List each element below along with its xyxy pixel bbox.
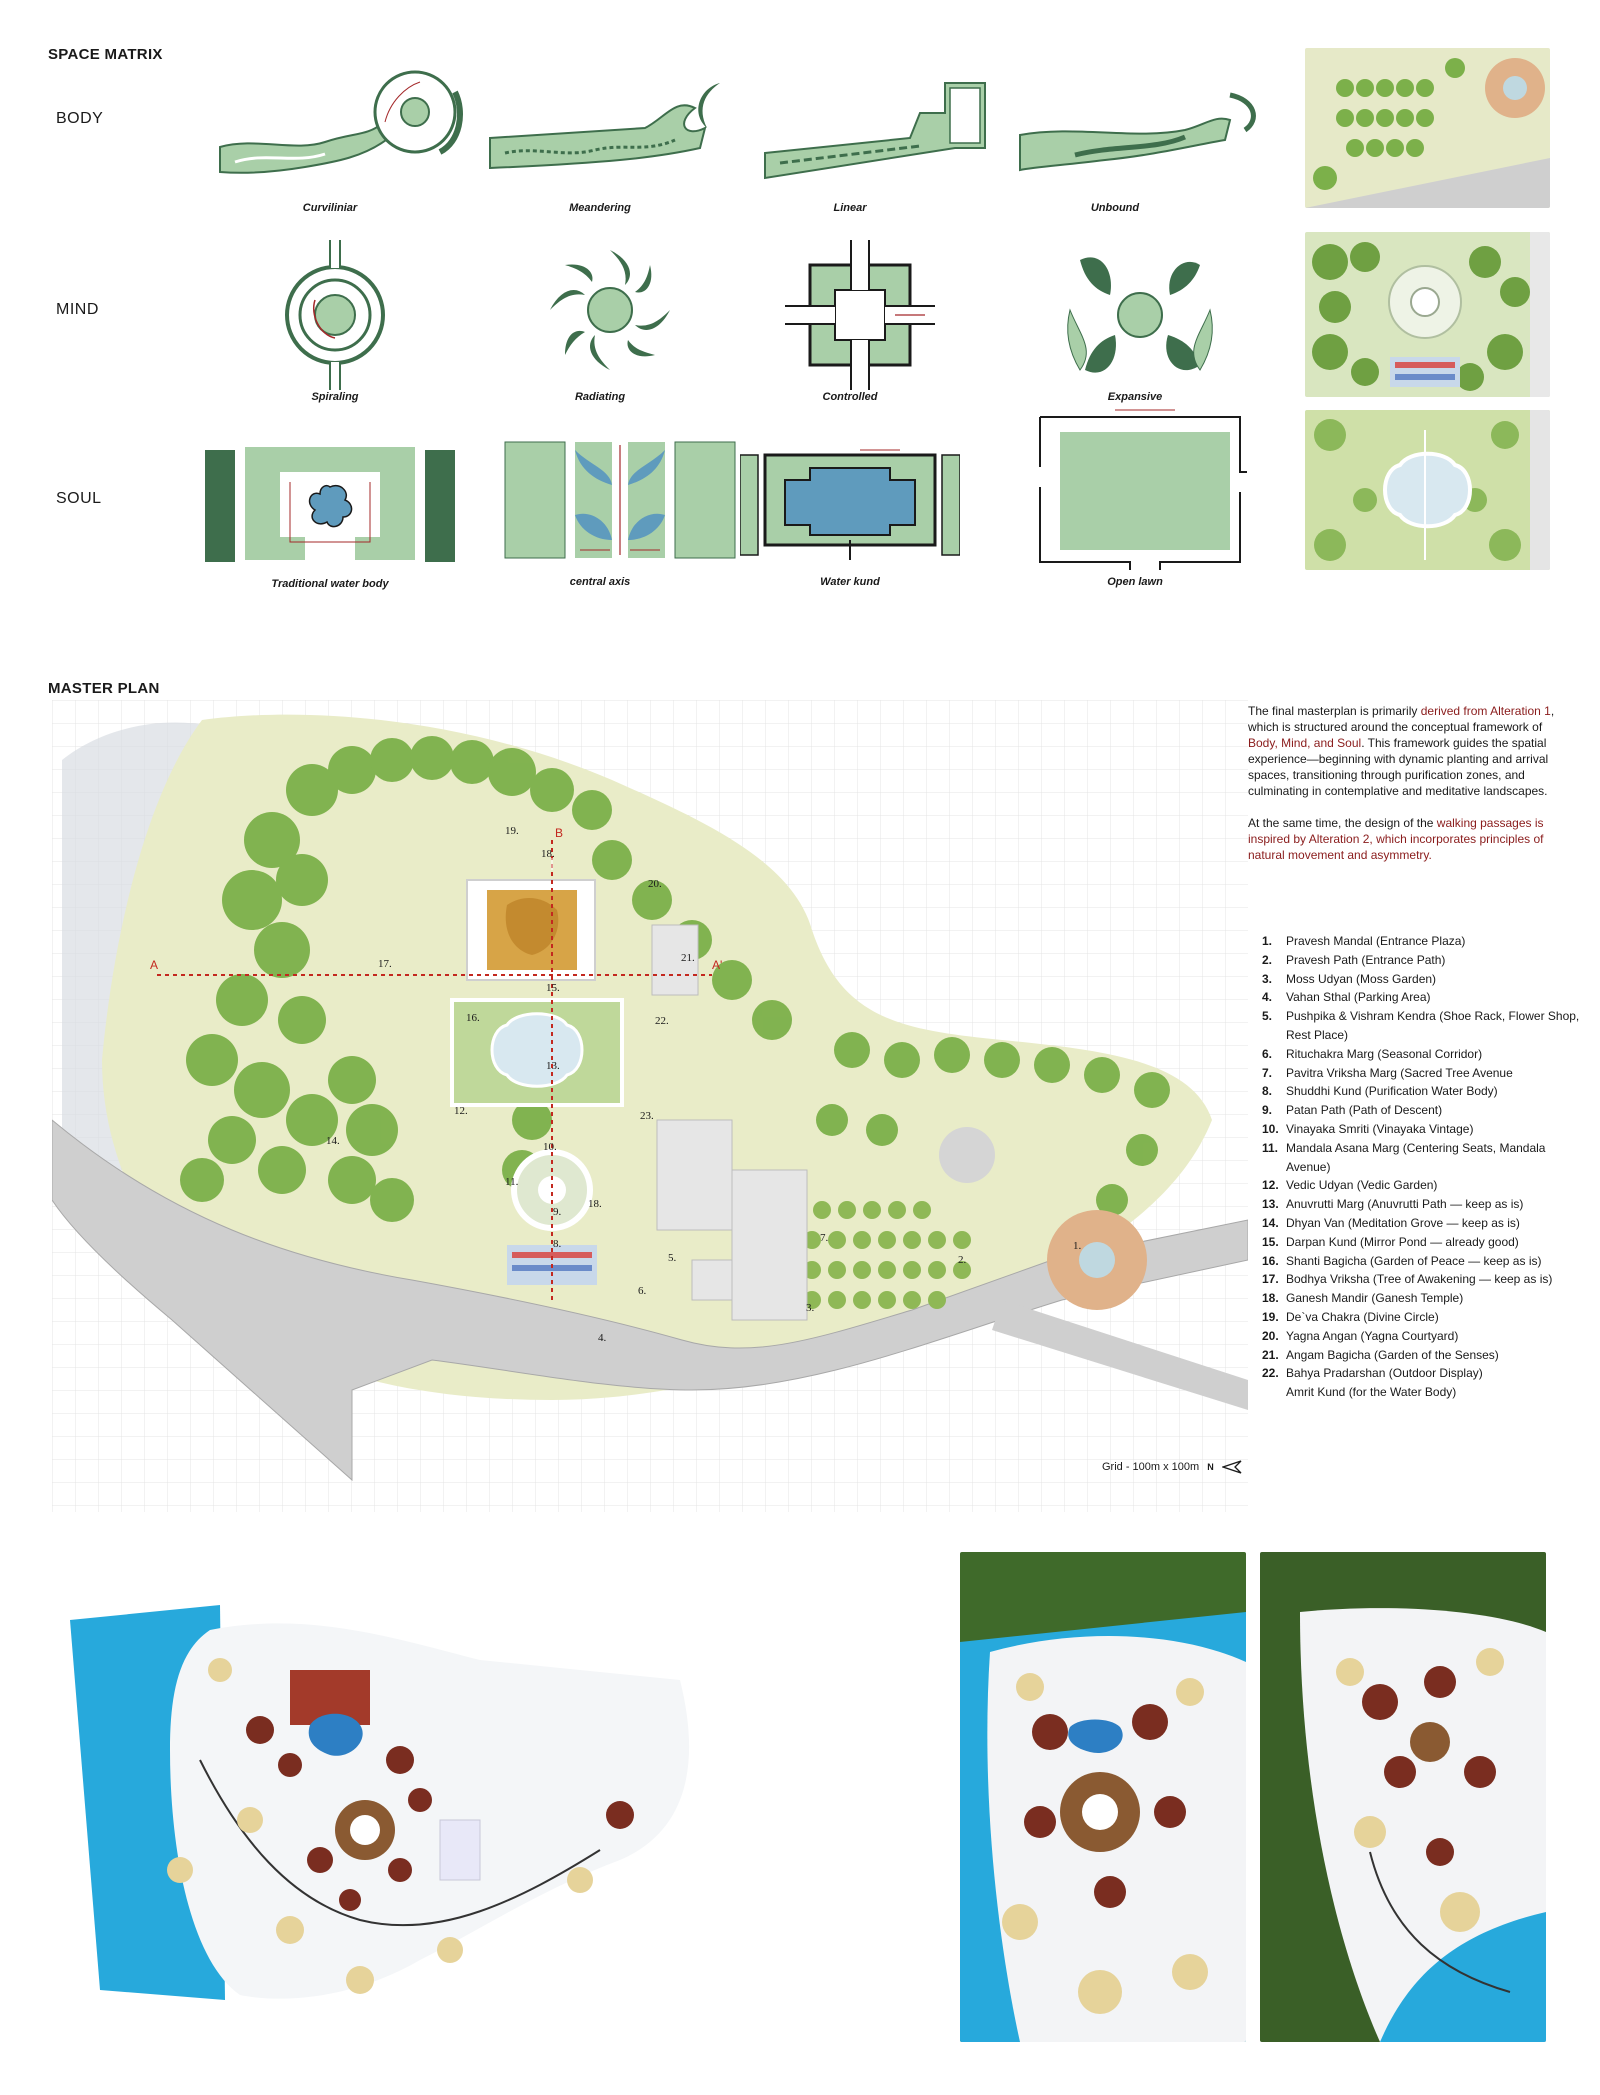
legend-item-label: Moss Udyan (Moss Garden) xyxy=(1286,971,1437,986)
legend-item xyxy=(1262,1120,1582,1139)
space-matrix-title: SPACE MATRIX xyxy=(48,46,163,63)
legend-item xyxy=(1262,970,1582,989)
legend-item-number: 20. xyxy=(1262,1328,1279,1343)
diagram-controlled xyxy=(785,240,935,390)
legend-item xyxy=(1262,1064,1582,1083)
legend-item xyxy=(1262,1270,1582,1289)
legend-item xyxy=(1262,1327,1582,1346)
plan-label-22: 22. xyxy=(655,1015,669,1027)
legend-item-label: Yagna Angan (Yagna Courtyard) xyxy=(1286,1328,1459,1343)
plan-label-17: 17. xyxy=(378,958,392,970)
intro-paragraph-1 xyxy=(1248,703,1566,799)
legend-item-label: Rituchakra Marg (Seasonal Corridor) xyxy=(1286,1046,1483,1061)
legend-item-label: Pushpika & Vishram Kendra (Shoe Rack, Flower Shop, Rest Place) xyxy=(1286,1009,1580,1042)
intro-p1-e: . This framework guides the spatial experience—beginning with dynamic planting and arrival spaces, transitioning through purification zones, and culminating in contemplative and meditative landscapes. xyxy=(1248,736,1549,798)
legend-item-label: De`va Chakra (Divine Circle) xyxy=(1286,1309,1439,1324)
caption-traditional-water-body-text: Traditional water body xyxy=(271,578,389,590)
plan-label-4: 4. xyxy=(598,1332,607,1344)
legend-item-number: 11. xyxy=(1262,1140,1279,1155)
plan-label-18b: 18. xyxy=(588,1198,602,1210)
legend-item-label: Angam Bagicha (Garden of the Senses) xyxy=(1286,1347,1499,1362)
legend-item-number: 7. xyxy=(1262,1065,1273,1080)
plan-label-15: 15. xyxy=(546,982,560,994)
legend-item-label: Bodhya Vriksha (Tree of Awakening — keep as is) xyxy=(1286,1272,1553,1287)
plan-label-13: 13. xyxy=(546,1060,560,1072)
master-plan-title: MASTER PLAN xyxy=(48,680,160,697)
caption-water-kund: Water kund xyxy=(820,576,880,588)
legend-item-number xyxy=(1262,1383,1286,1402)
caption-meandering: Meandering xyxy=(569,202,631,214)
plan-label-14: 14. xyxy=(326,1135,340,1147)
plan-label-20: 20. xyxy=(648,878,662,890)
intro-p1-c: , which is structured around the conceptual framework of xyxy=(1248,704,1555,734)
north-label: N xyxy=(1207,1462,1214,1472)
intro-p1-b: derived from Alteration 1 xyxy=(1420,704,1551,718)
legend-item xyxy=(1262,988,1582,1007)
legend-item-number: 18. xyxy=(1262,1291,1279,1306)
row-label-mind: MIND xyxy=(56,301,99,318)
north-arrow-icon xyxy=(1222,1460,1242,1474)
legend-item xyxy=(1262,1308,1582,1327)
legend-item-number: 9. xyxy=(1262,1103,1273,1118)
legend-item-label: Amrit Kund (for the Water Body) xyxy=(1286,1385,1457,1400)
plan-label-3: 3. xyxy=(806,1302,815,1314)
legend-item xyxy=(1262,1082,1582,1101)
diagram-spiraling xyxy=(275,240,395,390)
legend-item-label: Anuvrutti Marg (Anuvrutti Path — keep as is) xyxy=(1286,1197,1524,1212)
caption-controlled: Controlled xyxy=(822,391,878,403)
legend-item xyxy=(1262,951,1582,970)
legend-item xyxy=(1262,1233,1582,1252)
caption-traditional-water-body xyxy=(230,578,430,591)
diagram-curvilinear xyxy=(215,62,465,192)
intro-paragraph-2 xyxy=(1248,815,1566,863)
plan-label-10: 10. xyxy=(543,1141,557,1153)
section-marker-a: A xyxy=(150,958,159,972)
legend-item-number: 15. xyxy=(1262,1234,1279,1249)
diagram-open-lawn xyxy=(1035,402,1250,572)
model-photo-topview xyxy=(60,1600,700,2010)
master-plan-drawing xyxy=(52,700,1248,1512)
section-marker-b: B xyxy=(555,826,564,840)
intro-p2-a: At the same time, the design of the xyxy=(1248,816,1437,830)
caption-central-axis: central axis xyxy=(569,576,631,588)
model-photo-angled-2 xyxy=(1260,1552,1546,2042)
plan-label-12: 12. xyxy=(454,1105,468,1117)
plan-label-18: 18. xyxy=(541,848,555,860)
plan-label-21: 21. xyxy=(681,952,695,964)
plan-label-6: 6. xyxy=(638,1285,647,1297)
legend-item-label: Darpan Kund (Mirror Pond — already good) xyxy=(1286,1234,1519,1249)
master-plan-intro xyxy=(1248,703,1566,863)
diagram-water-kund xyxy=(740,440,960,560)
legend-item-label: Vinayaka Smriti (Vinayaka Vintage) xyxy=(1286,1121,1474,1136)
caption-expansive: Expansive xyxy=(1107,391,1163,403)
render-body-thumbnail xyxy=(1305,48,1550,208)
legend-item-number: 6. xyxy=(1262,1046,1273,1061)
plan-label-9: 9. xyxy=(553,1206,562,1218)
legend-item-label: Dhyan Van (Meditation Grove — keep as is) xyxy=(1286,1215,1520,1230)
legend-item-label: Pravesh Mandal (Entrance Plaza) xyxy=(1286,934,1466,948)
plan-label-16: 16. xyxy=(466,1012,480,1024)
legend-item-number: 1. xyxy=(1262,934,1273,948)
row-label-body: BODY xyxy=(56,110,104,127)
master-plan-legend xyxy=(1262,932,1582,1402)
legend-item-number: 17. xyxy=(1262,1272,1279,1287)
legend-item-label: Pavitra Vriksha Marg (Sacred Tree Avenue xyxy=(1286,1065,1513,1080)
legend-item-number: 12. xyxy=(1262,1178,1279,1193)
diagram-meandering xyxy=(485,68,735,183)
render-soul-thumbnail xyxy=(1305,410,1550,570)
caption-linear: Linear xyxy=(833,202,867,214)
legend-item xyxy=(1262,1383,1582,1402)
caption-radiating: Radiating xyxy=(574,391,626,403)
intro-p1-d: Body, Mind, and Soul xyxy=(1248,736,1362,750)
legend-item-number: 5. xyxy=(1262,1009,1273,1024)
plan-label-11: 11. xyxy=(505,1176,519,1188)
plan-label-2: 2. xyxy=(958,1254,967,1266)
render-mind-thumbnail xyxy=(1305,232,1550,397)
legend-item-label: Bahya Pradarshan (Outdoor Display) xyxy=(1286,1366,1483,1381)
legend-item xyxy=(1262,1346,1582,1365)
plan-label-23: 23. xyxy=(640,1110,654,1122)
legend-item-label: Vedic Udyan (Vedic Garden) xyxy=(1286,1178,1438,1193)
legend-item xyxy=(1262,1176,1582,1195)
row-label-soul: SOUL xyxy=(56,490,102,507)
legend-item xyxy=(1262,1007,1582,1045)
legend-item xyxy=(1262,1139,1582,1177)
plan-label-19: 19. xyxy=(505,825,519,837)
intro-p1-a: The final masterplan is primarily xyxy=(1248,704,1421,718)
legend-item xyxy=(1262,932,1582,951)
legend-item-label: Patan Path (Path of Descent) xyxy=(1286,1103,1443,1118)
plan-label-1: 1. xyxy=(1073,1240,1082,1252)
intro-p2-b: walking passages is inspired by Alteration 2, which incorporates principles of natural movement and asymmetry. xyxy=(1248,816,1544,862)
legend-item xyxy=(1262,1195,1582,1214)
legend-item-number: 13. xyxy=(1262,1197,1279,1212)
legend-item-number: 21. xyxy=(1262,1347,1279,1362)
plan-label-5: 5. xyxy=(668,1252,677,1264)
legend-item-number: 10. xyxy=(1262,1121,1279,1136)
diagram-traditional-water-body xyxy=(205,442,455,572)
section-marker-a-prime: A' xyxy=(712,958,723,972)
legend-item-number: 19. xyxy=(1262,1309,1279,1324)
legend-item-number: 2. xyxy=(1262,952,1273,967)
grid-scale-note xyxy=(1102,1460,1242,1474)
legend-item xyxy=(1262,1101,1582,1120)
model-photo-angled-1 xyxy=(960,1552,1246,2042)
grid-scale-text: Grid - 100m x 100m xyxy=(1102,1461,1200,1473)
legend-item-number: 16. xyxy=(1262,1253,1279,1268)
caption-unbound: Unbound xyxy=(1090,202,1140,214)
legend-item-number: 4. xyxy=(1262,990,1273,1005)
plan-label-8: 8. xyxy=(553,1238,562,1250)
legend-item-label: Shuddhi Kund (Purification Water Body) xyxy=(1286,1084,1498,1099)
caption-spiraling: Spiraling xyxy=(311,391,359,403)
legend-item xyxy=(1262,1214,1582,1233)
diagram-expansive xyxy=(1060,240,1220,390)
diagram-linear xyxy=(760,68,1000,188)
legend-item-label: Pravesh Path (Entrance Path) xyxy=(1286,952,1446,967)
legend-item xyxy=(1262,1252,1582,1271)
legend-item-label: Shanti Bagicha (Garden of Peace — keep as is) xyxy=(1286,1253,1542,1268)
legend-item-number: 3. xyxy=(1262,971,1273,986)
legend-item-label: Ganesh Mandir (Ganesh Temple) xyxy=(1286,1291,1464,1306)
legend-item xyxy=(1262,1045,1582,1064)
legend-item xyxy=(1262,1364,1582,1383)
caption-curvilinear: Curviliniar xyxy=(302,202,358,214)
caption-open-lawn: Open lawn xyxy=(1107,576,1163,588)
legend-item-number: 14. xyxy=(1262,1215,1279,1230)
legend-item-label: Vahan Sthal (Parking Area) xyxy=(1286,990,1431,1005)
plan-label-7: 7. xyxy=(820,1232,829,1244)
diagram-unbound xyxy=(1015,75,1265,185)
legend-item xyxy=(1262,1289,1582,1308)
legend-item-number: 22. xyxy=(1262,1366,1279,1381)
legend-item-number: 8. xyxy=(1262,1084,1273,1099)
legend-item-label: Mandala Asana Marg (Centering Seats, Mandala Avenue) xyxy=(1286,1140,1546,1174)
diagram-central-axis xyxy=(500,440,740,560)
diagram-radiating xyxy=(540,240,680,380)
